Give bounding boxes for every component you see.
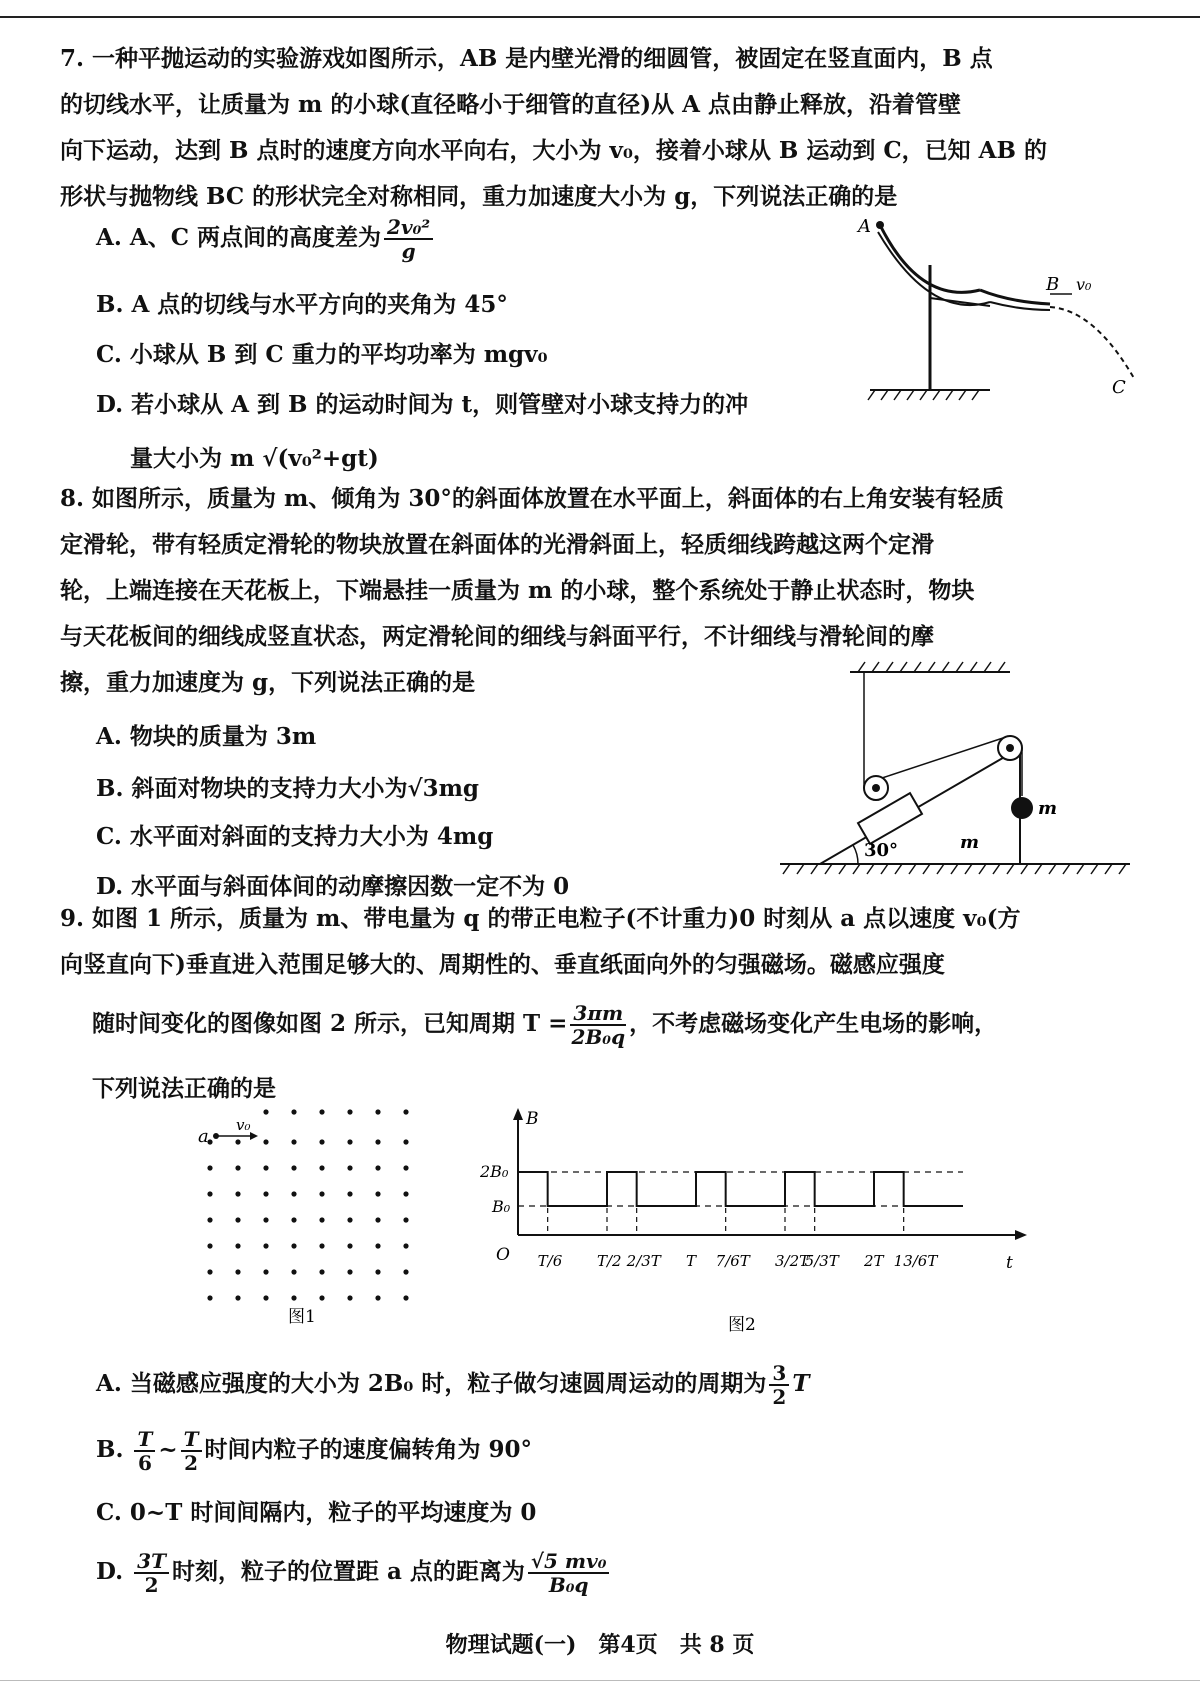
q9-line-3: 随时间变化的图像如图 2 所示，已知周期 T = $\frac{3\pi m}{\text{2B₀q}}$ ，不考虑磁场变化产生电场的影响，	[92, 1001, 998, 1049]
q9-option-c: C. 0~T 时间间隔内，粒子的平均速度为 0	[96, 1499, 537, 1526]
field-dot	[207, 1165, 212, 1170]
field-dot	[403, 1295, 408, 1300]
bottom-rule	[0, 1680, 1200, 1681]
ceiling-hatch	[858, 662, 1005, 672]
field-dot	[263, 1139, 268, 1144]
field-dot	[319, 1109, 324, 1114]
q7-line-1: 7. 一种平抛运动的实验游戏如图所示，AB 是内壁光滑的细圆管，被固定在竖直面内，B 点	[60, 45, 993, 72]
x-tick-label: 13/6T	[893, 1252, 938, 1270]
field-dot	[291, 1243, 296, 1248]
field-dot	[375, 1165, 380, 1170]
field-dot	[347, 1243, 352, 1248]
field-dot	[403, 1269, 408, 1274]
q7-line-3: 向下运动，达到 B 点时的速度方向水平向右，大小为 v₀，接着小球从 B 运动到 C，已知 AB 的	[60, 137, 1047, 164]
field-dot	[235, 1139, 240, 1144]
label-v0: v₀	[236, 1116, 251, 1134]
x-tick-label: 3/2T	[775, 1252, 810, 1270]
q8-option-d: D. 水平面与斜面体间的动摩擦因数一定不为 0	[96, 873, 570, 900]
field-dot	[403, 1165, 408, 1170]
field-dot	[403, 1139, 408, 1144]
top-rule	[0, 16, 1200, 18]
x-tick-label: T/6	[537, 1252, 563, 1270]
page-footer: 物理试题(一) 第4页 共 8 页	[445, 1632, 755, 1658]
field-dot	[263, 1191, 268, 1196]
angle-label: 30°	[864, 840, 899, 861]
field-dot	[207, 1191, 212, 1196]
q8-figure-incline-pulley	[780, 660, 1140, 880]
origin-label: O	[496, 1245, 510, 1265]
field-dot	[319, 1191, 324, 1196]
fraction: $\frac{T}{2}$	[181, 1428, 202, 1474]
field-dot	[235, 1295, 240, 1300]
fraction: $\frac{\text{√5 mv₀}}{\text{B₀q}}$	[528, 1550, 610, 1596]
q9-option-d: D. $\frac{3T}{2}$ 时刻，粒子的位置距 a 点的距离为 $\frac{\text{√5 mv₀}}{\text{B₀q}}$	[96, 1550, 612, 1596]
q8-option-a: A. 物块的质量为 3m	[96, 723, 317, 750]
field-dot	[207, 1217, 212, 1222]
field-dot	[375, 1109, 380, 1114]
field-dot	[375, 1269, 380, 1274]
field-dot	[291, 1269, 296, 1274]
field-dot	[403, 1243, 408, 1248]
q7-option-d-cont: 量大小为 m √(v₀²+gt)	[130, 445, 379, 472]
q8-line-5: 擦，重力加速度为 g，下列说法正确的是	[60, 669, 476, 696]
y-axis-arrow	[513, 1108, 523, 1120]
field-dot	[403, 1217, 408, 1222]
q7-option-b: B. A 点的切线与水平方向的夹角为 45°	[96, 291, 508, 318]
field-dot	[347, 1191, 352, 1196]
q7-option-d: D. 若小球从 A 到 B 的运动时间为 t，则管壁对小球支持力的冲	[96, 391, 749, 418]
field-dot	[291, 1295, 296, 1300]
q8-line-2: 定滑轮，带有轻质定滑轮的物块放置在斜面体的光滑斜面上，轻质细线跨越这两个定滑	[60, 531, 934, 558]
x-tick-labels	[538, 1252, 939, 1270]
field-dot	[235, 1165, 240, 1170]
y-label-2b0: 2B₀	[480, 1162, 509, 1181]
field-dot	[263, 1217, 268, 1222]
label-c: C	[1112, 377, 1126, 398]
q9-figure-2-graph	[480, 1100, 1040, 1340]
q9-option-b: B. $\frac{T}{6}$ ~ $\frac{T}{2}$ 时间内粒子的速度偏转角为 90°	[96, 1427, 533, 1475]
b-step-line	[518, 1172, 963, 1206]
top-pulley-axle	[1006, 744, 1014, 752]
q8-line-4: 与天花板间的细线成竖直状态，两定滑轮间的细线与斜面平行，不计细线与滑轮间的摩	[60, 623, 934, 650]
field-dot	[403, 1191, 408, 1196]
fraction: $\frac{3T}{2}$	[134, 1550, 169, 1596]
field-dot	[291, 1109, 296, 1114]
field-dot	[347, 1269, 352, 1274]
q7-line-2: 的切线水平，让质量为 m 的小球(直径略小于细管的直径)从 A 点由静止释放，沿着管壁	[60, 91, 961, 118]
label-a: A	[858, 216, 871, 237]
field-dot	[291, 1139, 296, 1144]
floor-hatch	[783, 864, 1126, 874]
field-dot	[347, 1217, 352, 1222]
field-dot	[319, 1269, 324, 1274]
arrow-head	[250, 1132, 258, 1140]
field-dot	[207, 1295, 212, 1300]
field-dot	[263, 1109, 268, 1114]
field-dot	[291, 1217, 296, 1222]
x-tick-label: 2T	[864, 1252, 884, 1270]
field-dot	[291, 1191, 296, 1196]
q9-line-1: 9. 如图 1 所示，质量为 m、带电量为 q 的带正电粒子(不计重力)0 时刻从 a 点以速度 v₀(方	[60, 905, 1021, 932]
field-dot	[263, 1165, 268, 1170]
field-dot	[375, 1139, 380, 1144]
field-dot	[375, 1217, 380, 1222]
field-dots	[207, 1109, 408, 1300]
field-dot	[319, 1139, 324, 1144]
field-dot	[291, 1165, 296, 1170]
q9-line-2: 向竖直向下)垂直进入范围足够大的、周期性的、垂直纸面向外的匀强磁场。磁感应强度	[60, 951, 945, 978]
q7-option-a: A. A、C 两点间的高度差为 $\frac{\text{2v₀²}}{g}$	[96, 216, 436, 262]
ball	[1011, 797, 1033, 819]
field-dot	[347, 1295, 352, 1300]
q8-line-3: 轮，上端连接在天花板上，下端悬挂一质量为 m 的小球，整个系统处于静止状态时，物块	[60, 577, 975, 604]
parabola-bc	[1050, 307, 1135, 380]
field-dot	[319, 1217, 324, 1222]
field-dot	[207, 1243, 212, 1248]
y-axis-label: B	[526, 1109, 539, 1129]
field-dot	[347, 1109, 352, 1114]
field-dot	[263, 1243, 268, 1248]
x-tick-label: 2/3T	[626, 1252, 661, 1270]
field-dot	[235, 1269, 240, 1274]
incline-mass-label: m	[960, 832, 980, 853]
q9-figure-1	[190, 1100, 450, 1330]
q7-figure-tube-parabola	[850, 210, 1150, 440]
y-label-b0: B₀	[492, 1197, 511, 1216]
field-dot	[235, 1217, 240, 1222]
x-axis-label: t	[1006, 1253, 1013, 1273]
label-b: B	[1046, 274, 1060, 295]
ground-hatch	[868, 390, 979, 400]
label-a: a	[198, 1126, 209, 1147]
b-curve	[518, 1172, 963, 1235]
fraction: $\frac{3}{2}$	[769, 1362, 789, 1408]
block-pulley-axle	[872, 784, 880, 792]
x-tick-label: T	[686, 1252, 697, 1270]
field-dot	[403, 1109, 408, 1114]
field-dot	[263, 1295, 268, 1300]
field-dot	[319, 1165, 324, 1170]
question-9-stem	[60, 896, 1140, 988]
figure-1-caption: 图1	[288, 1307, 316, 1327]
fraction: $\frac{T}{6}$	[134, 1428, 155, 1474]
q9-option-a: A. 当磁感应强度的大小为 2B₀ 时，粒子做匀速圆周运动的周期为 $\frac{3}{2}$ T	[96, 1361, 810, 1409]
field-dot	[319, 1243, 324, 1248]
label-v0: v₀	[1076, 275, 1092, 294]
tube-inner	[878, 232, 990, 305]
q7-line-4: 形状与抛物线 BC 的形状完全对称相同，重力加速度大小为 g，下列说法正确的是	[60, 183, 898, 210]
field-dot	[375, 1243, 380, 1248]
field-dot	[347, 1165, 352, 1170]
field-dot	[375, 1295, 380, 1300]
ball-mass-label: m	[1038, 798, 1058, 819]
q8-option-c: C. 水平面对斜面的支持力大小为 4mg	[96, 823, 494, 850]
x-tick-label: T/2	[597, 1252, 622, 1270]
field-dot	[347, 1139, 352, 1144]
x-tick-label: 5/3T	[804, 1252, 839, 1270]
field-dot	[263, 1269, 268, 1274]
x-axis-arrow	[1015, 1230, 1027, 1240]
field-dot	[235, 1191, 240, 1196]
q7-option-c: C. 小球从 B 到 C 重力的平均功率为 mgv₀	[96, 341, 548, 368]
figure-2-caption: 图2	[728, 1315, 756, 1335]
x-tick-label: 7/6T	[715, 1252, 750, 1270]
fraction: $\frac{\text{2v₀²}}{g}$	[384, 216, 433, 262]
question-7-stem	[60, 36, 1140, 220]
q9-line-4: 下列说法正确的是	[92, 1075, 276, 1102]
fraction: $\frac{3\pi m}{\text{2B₀q}}$	[571, 1001, 626, 1049]
field-dot	[319, 1295, 324, 1300]
field-dot	[207, 1269, 212, 1274]
q8-option-b: B. 斜面对物块的支持力大小为√3mg	[96, 775, 479, 802]
field-dot	[235, 1243, 240, 1248]
q8-line-1: 8. 如图所示，质量为 m、倾角为 30°的斜面体放置在水平面上，斜面体的右上角安装有轻质	[60, 485, 1004, 512]
field-dot	[375, 1191, 380, 1196]
